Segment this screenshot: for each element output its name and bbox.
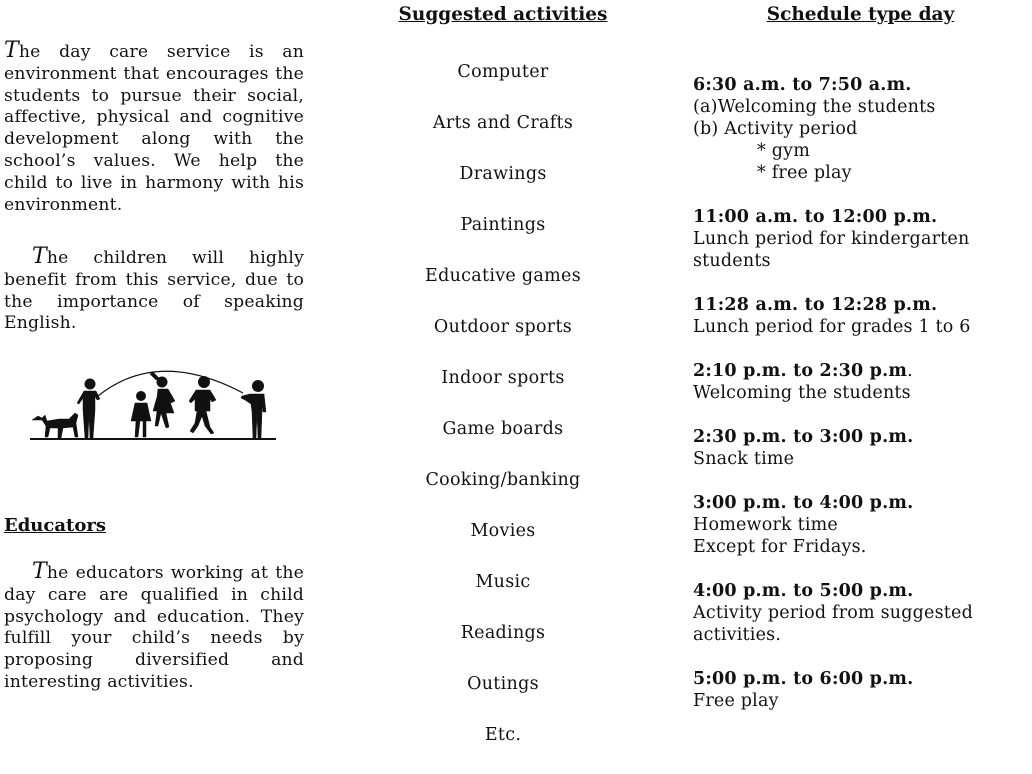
slot-time: 4:00 p.m. to 5:00 p.m. [693,581,914,601]
benefit-text: he children will highly benefit from this service, due to the importance of speaking English. [4,248,304,334]
schedule-slot [693,668,1023,712]
slot-time: 2:30 p.m. to 3:00 p.m. [693,427,914,447]
activities-list [378,60,628,774]
schedule-heading: Schedule type day [766,4,955,25]
activities-heading: Suggested activities [398,4,608,25]
activity-item: Computer [457,62,549,82]
activity-item: Educative games [425,266,581,286]
slot-time: 3:00 p.m. to 4:00 p.m. [693,493,914,513]
slot-description: Lunch period for grades 1 to 6 [693,317,971,337]
benefit-paragraph [4,244,304,335]
intro-paragraph [4,38,304,216]
slot-description: (a)Welcoming the students [693,97,936,117]
slot-time-suffix: . [907,361,913,381]
activity-item: Movies [470,521,536,541]
schedule-slot [693,74,1023,184]
intro-text: he day care service is an environment that encourages the students to pursue their social, affective, physical and cognitive development along with the school’s values. We help the child to live in harmony with his environment. [4,42,304,215]
educators-paragraph [4,559,304,694]
activity-item: Game boards [442,419,564,439]
slot-description: Free play [693,691,779,711]
slot-time: 11:00 a.m. to 12:00 p.m. [693,207,938,227]
activity-item: Paintings [460,215,546,235]
schedule-slot [693,360,1023,404]
activity-item: Outings [467,674,539,694]
schedule-list [693,74,1023,734]
slot-description: Welcoming the students [693,383,911,403]
slot-description: (b) Activity period [693,119,858,139]
schedule-slot [693,426,1023,470]
educators-text: he educators working at the day care are qualified in child psychology and education. They fulfill your child’s needs by proposing diversified and interesting activities. [4,563,304,692]
activity-item: Arts and Crafts [432,113,574,133]
drop-cap: T [32,244,47,269]
slot-time: 11:28 a.m. to 12:28 p.m. [693,295,938,315]
slot-time: 2:10 p.m. to 2:30 p.m. [693,361,913,381]
slot-bullet: * free play [757,163,852,183]
drop-cap: T [32,559,47,584]
slot-time: 5:00 p.m. to 6:00 p.m. [693,669,914,689]
drop-cap: T [4,38,19,63]
activity-item: Etc. [484,725,522,745]
schedule-slot [693,492,1023,558]
slot-description: Activity period from suggested activities. [693,603,973,645]
slot-description: Homework time [693,515,838,535]
activity-item: Indoor sports [441,368,565,388]
slot-bullet: * gym [757,141,810,161]
schedule-slot [693,206,1023,272]
activity-item: Cooking/banking [425,470,581,490]
slot-description: Except for Fridays. [693,537,867,557]
children-jump-rope-illustration [28,358,278,444]
activity-item: Drawings [459,164,547,184]
activity-item: Music [475,572,531,592]
educators-heading: Educators [4,515,106,536]
schedule-slot [693,580,1023,646]
slot-description: Snack time [693,449,795,469]
schedule-slot [693,294,1023,338]
slot-time: 6:30 a.m. to 7:50 a.m. [693,75,912,95]
slot-description: Lunch period for kindergarten students [693,229,970,271]
activity-item: Outdoor sports [433,317,573,337]
activity-item: Readings [460,623,546,643]
